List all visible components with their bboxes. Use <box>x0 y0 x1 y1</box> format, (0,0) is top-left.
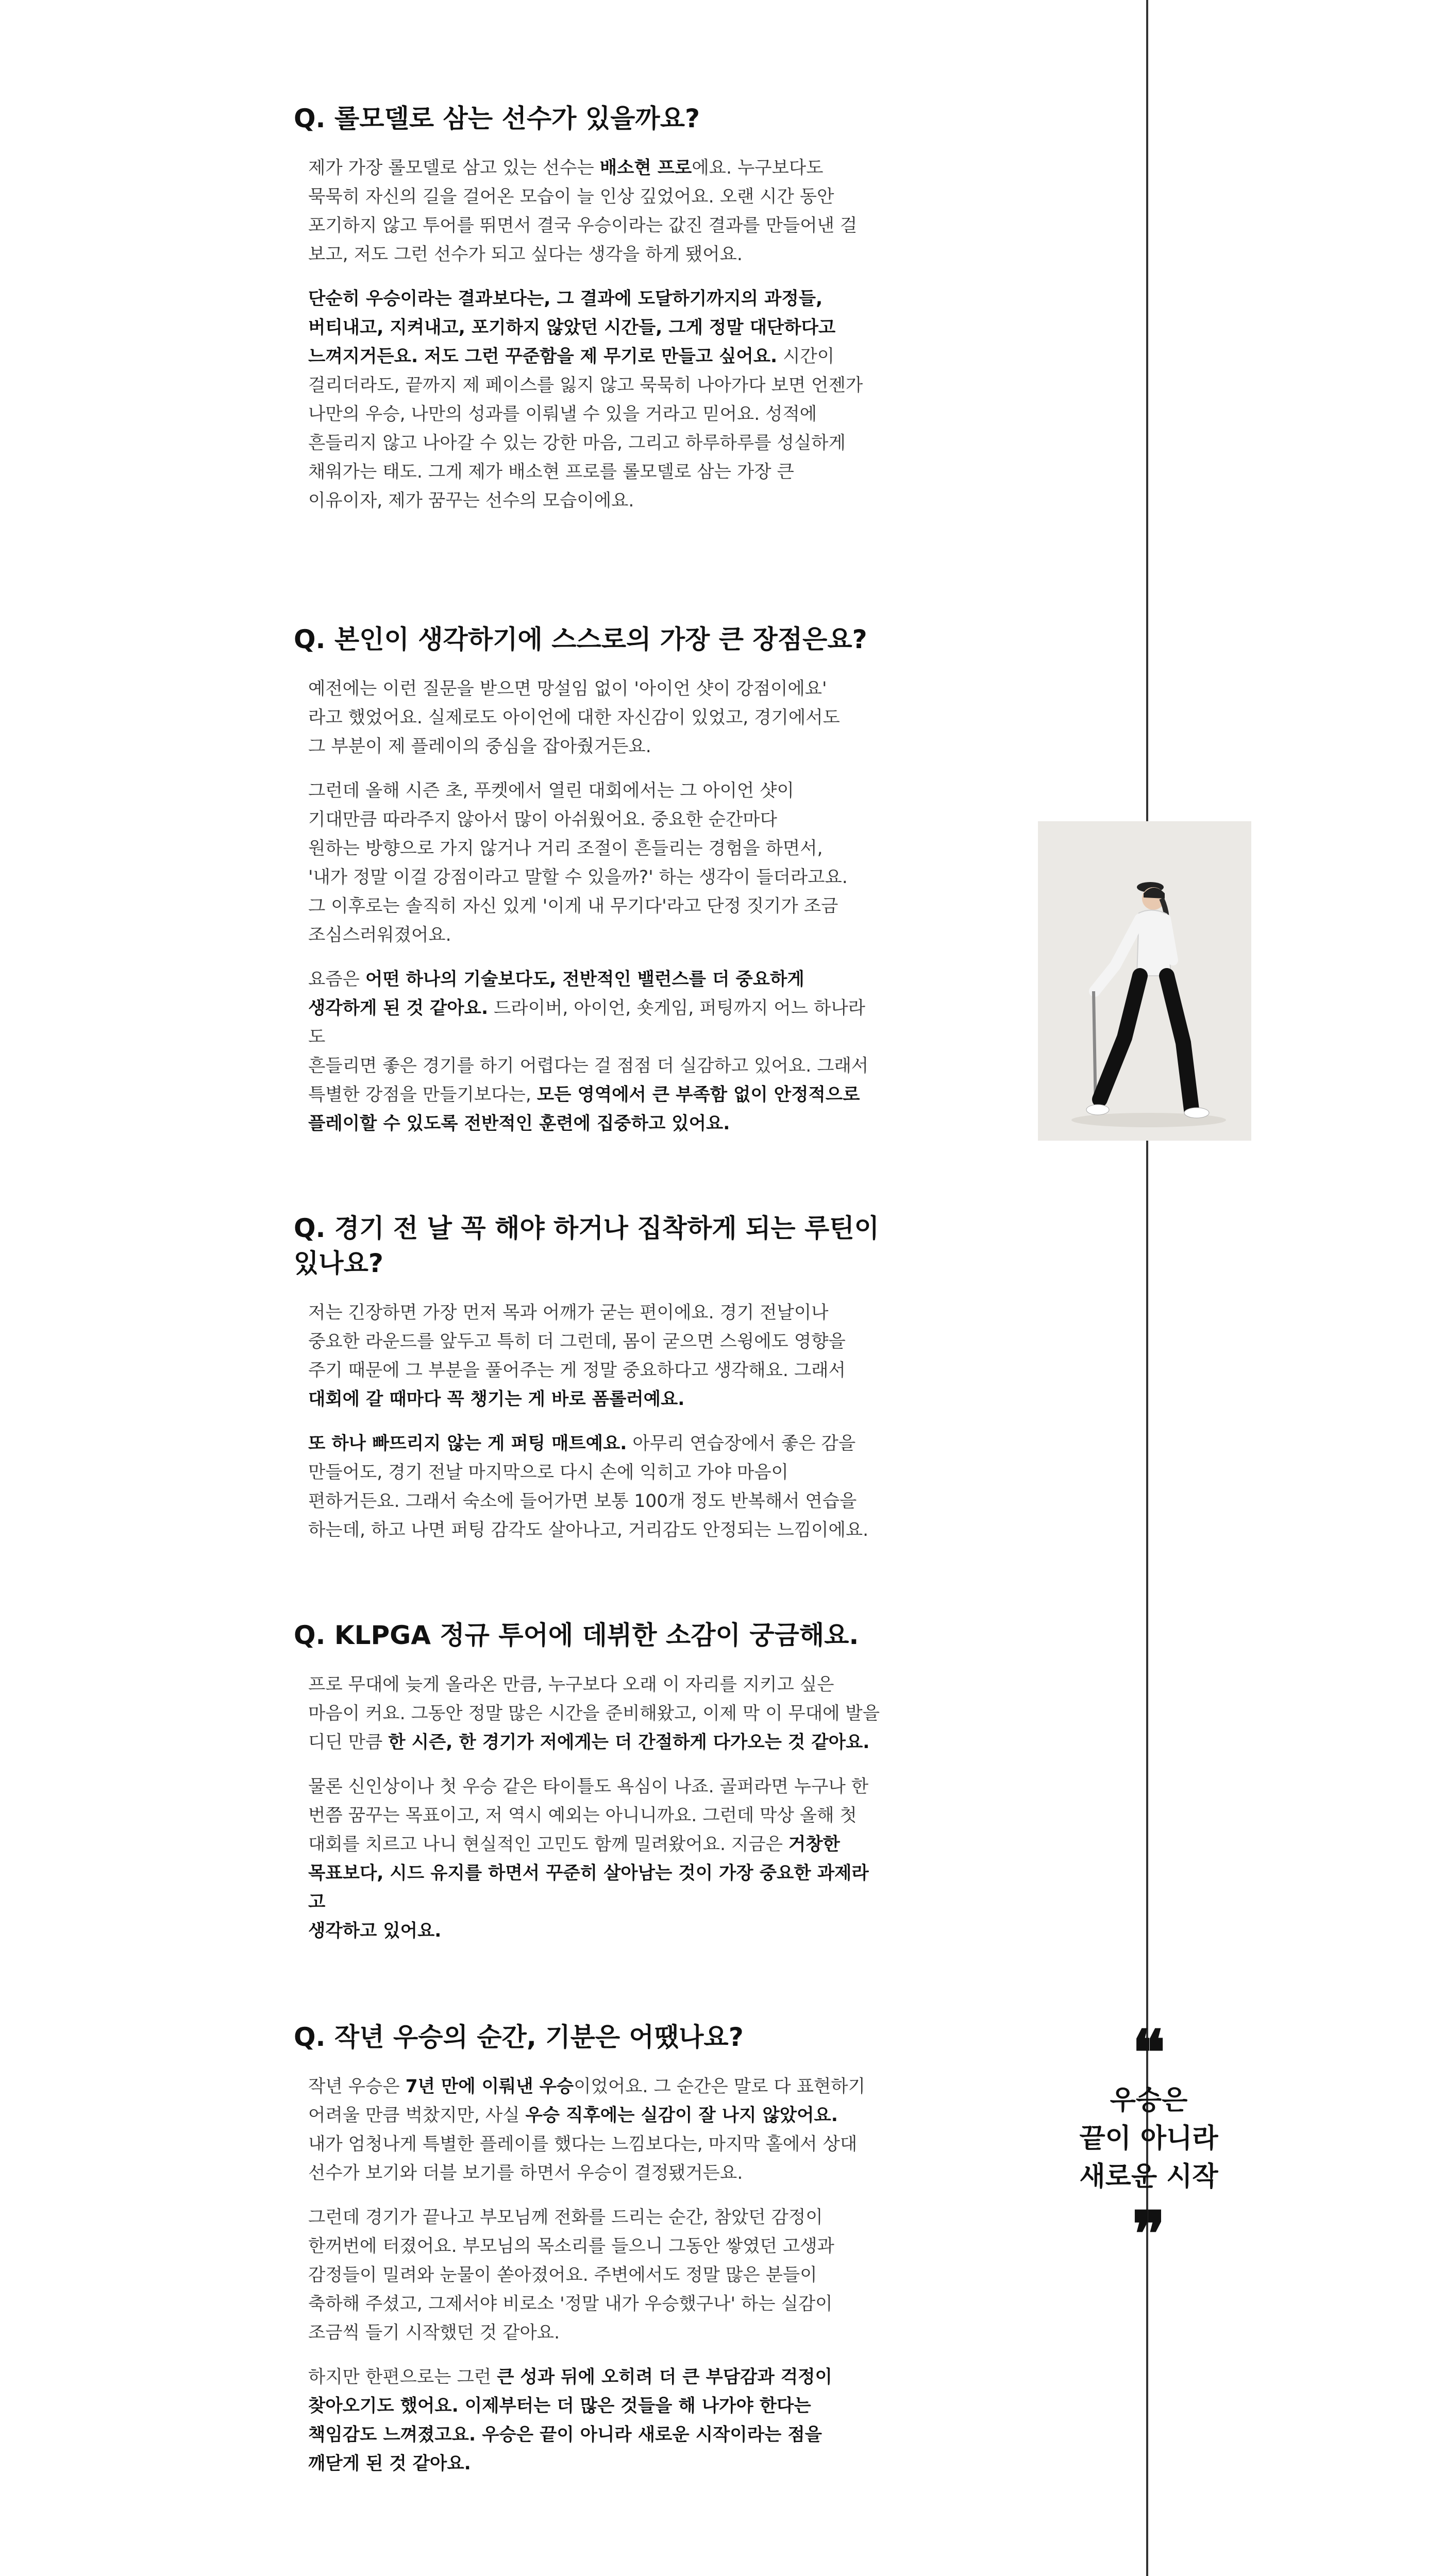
open-quote-icon: ❝ <box>1132 2016 1166 2089</box>
golfer-stretching-photo <box>1038 821 1251 1141</box>
qa-section <box>294 1211 881 1560</box>
answer-paragraph <box>308 2072 881 2188</box>
answer-paragraph <box>308 154 881 269</box>
answer-text: 물론 신인상이나 첫 우승 같은 타이틀도 욕심이 나죠. 골퍼라면 누구나 한 번쯤 꿈꾸는 목표이고, 저 역시 예외는 아니니까요. 그런데 막상 올해 첫 대회를 치르고 나니 현실적인 고민도 함께 밀려왔어요. 지금은 <box>308 1776 869 1855</box>
answer-emphasis: 어떤 하나의 기술보다도, 전반적인 밸런스를 더 중요하게 생각하게 된 것 같아요. <box>308 969 804 1019</box>
answer-emphasis: 우승 직후에는 실감이 잘 나지 않았어요. <box>525 2105 838 2126</box>
answer-paragraph <box>308 1429 881 1545</box>
answer-paragraph <box>308 1670 881 1757</box>
answer-paragraph <box>308 776 881 950</box>
answer-text: 프로 무대에 늦게 올라온 만큼, 누구보다 오래 이 자리를 지키고 싶은 마음이 커요. 그동안 정말 많은 시간을 준비해왔고, 이제 막 이 무대에 발을 디딘 만큼 <box>308 1674 880 1753</box>
answer-text: 그런데 경기가 끝나고 부모님께 전화를 드리는 순간, 참았던 감정이 한꺼번에 터졌어요. 부모님의 목소리를 들으니 그동안 쌓였던 고생과 감정들이 밀려와 눈물이 쏟아졌어요. 주변에서도 정말 많은 분들이 축하해 주셨고, 그제서야 비로소 '정말 내가 우승했구나' 하는 실감이 조금씩 들기 시작했던 것 같아요. <box>308 2207 834 2343</box>
pull-quote <box>1053 2016 1244 2270</box>
answer-emphasis: 모든 영역에서 큰 부족함 없이 안정적으로 플레이할 수 있도록 전반적인 훈련에 집중하고 있어요. <box>308 1084 860 1134</box>
close-quote-icon: ❞ <box>1132 2198 1166 2270</box>
pull-quote-text: 우승은 끝이 아니라 새로운 시작 <box>1079 2085 1218 2192</box>
answer-text: 드라이버, 아이언, 숏게임, 퍼팅까지 어느 하나라도 흔들리면 좋은 경기를 하기 어렵다는 걸 점점 더 실감하고 있어요. 그래서 특별한 강점을 만들기보다는, <box>308 998 869 1105</box>
answer-paragraph <box>308 965 881 1138</box>
answer-emphasis: 배소현 프로 <box>599 158 692 178</box>
answer-text: 이었어요. 그 순간은 말로 다 표현하기 어려울 만큼 벅찼지만, 사실 <box>308 2076 865 2126</box>
answer-text: 제가 가장 롤모델로 삼고 있는 선수는 <box>308 158 600 178</box>
answer-paragraph <box>308 1772 881 1945</box>
answer-text: 요즘은 <box>308 969 365 990</box>
answer-emphasis: 큰 성과 뒤에 오히려 더 큰 부담감과 걱정이 찾아오기도 했어요. 이제부터는 더 많은 것들을 해 나가야 한다는 책임감도 느껴졌고요. 우승은 끝이 아니라 새로운 시작이라는 점을 깨닫게 된 것 같아요. <box>308 2367 832 2474</box>
answer-emphasis: 거창한 목표보다, 시드 유지를 하면서 꾸준히 살아남는 것이 가장 중요한 과제라고 생각하고 있어요. <box>308 1834 869 1941</box>
answer-emphasis: 단순히 우승이라는 결과보다는, 그 결과에 도달하기까지의 과정들, 버티내고, 지켜내고, 포기하지 않았던 시간들, 그게 정말 대단하다고 느껴지거든요. 저도 그런 꾸준함을 제 무기로 만들고 싶어요. <box>308 289 836 367</box>
answer-text: 에요. 누구보다도 묵묵히 자신의 길을 걸어온 모습이 늘 인상 깊었어요. 오랜 시간 동안 포기하지 않고 투어를 뛰면서 결국 우승이라는 값진 결과를 만들어낸 걸 보고, 저도 그런 선수가 되고 싶다는 생각을 하게 됐어요. <box>308 158 858 265</box>
answer-text: 내가 엄청나게 특별한 플레이를 했다는 느낌보다는, 마지막 홀에서 상대 선수가 보기와 더블 보기를 하면서 우승이 결정됐거든요. <box>308 2134 858 2183</box>
answer-paragraph <box>308 284 881 515</box>
answer-emphasis: 또 하나 빠뜨리지 않는 게 퍼팅 매트예요. <box>308 1433 627 1454</box>
question-heading: Q. 롤모델로 삼는 선수가 있을까요? <box>294 104 700 133</box>
answer-text: 그런데 올해 시즌 초, 푸켓에서 열린 대회에서는 그 아이언 샷이 기대만큼 따라주지 않아서 많이 아쉬웠어요. 중요한 순간마다 원하는 방향으로 가지 않거나 거리 조절이 흔들리는 경험을 하면서, '내가 정말 이걸 강점이라고 말할 수 있을까?' 하는 생각이 들더라고요. 그 이후로는 솔직히 자신 있게 '이게 내 무기다'라고 단정 짓기가 조금 조심스러워졌어요. <box>308 781 848 945</box>
answer-emphasis: 한 시즌, 한 경기가 저에게는 더 간절하게 다가오는 것 같아요. <box>388 1732 870 1753</box>
answer-paragraph <box>308 1298 881 1414</box>
qa-section <box>294 622 881 1154</box>
answer-text: 하지만 한편으로는 그런 <box>308 2367 497 2387</box>
answer-paragraph <box>308 2363 881 2478</box>
answer-text: 예전에는 이런 질문을 받으면 망설임 없이 '아이언 샷이 강점이에요' 라고 했었어요. 실제로도 아이언에 대한 자신감이 있었고, 경기에서도 그 부분이 제 플레이의 중심을 잡아줬거든요. <box>308 679 840 757</box>
answer-emphasis: 대회에 갈 때마다 꼭 챙기는 게 바로 폼롤러예요. <box>308 1389 685 1410</box>
answer-text: 저는 긴장하면 가장 먼저 목과 어깨가 굳는 편이에요. 경기 전날이나 중요한 라운드를 앞두고 특히 더 그런데, 몸이 굳으면 스윙에도 영향을 주기 때문에 그 부분을 풀어주는 게 정말 중요하다고 생각해요. 그래서 <box>308 1302 846 1381</box>
qa-section <box>294 2020 881 2494</box>
question-heading: Q. 작년 우승의 순간, 기분은 어땠나요? <box>294 2022 744 2052</box>
answer-text: 시간이 걸리더라도, 끝까지 제 페이스를 잃지 않고 묵묵히 나아가다 보면 언젠가 나만의 우승, 나만의 성과를 이뤄낼 수 있을 거라고 믿어요. 성적에 흔들리지 않고 나아갈 수 있는 강한 마음, 그리고 하루하루를 성실하게 채워가는 태도. 그게 제가 배소현 프로를 롤모델로 삼는 가장 큰 이유이자, 제가 꿈꾸는 선수의 모습이에요. <box>308 346 863 511</box>
answer-emphasis: 7년 만에 이뤄낸 우승 <box>405 2076 574 2097</box>
qa-section <box>294 1618 881 1961</box>
question-heading: Q. 본인이 생각하기에 스스로의 가장 큰 장점은요? <box>294 624 867 654</box>
answer-paragraph <box>308 2203 881 2347</box>
qa-section <box>294 101 881 531</box>
answer-text: 아무리 연습장에서 좋은 감을 만들어도, 경기 전날 마지막으로 다시 손에 익히고 가야 마음이 편하거든요. 그래서 숙소에 들어가면 보통 100개 정도 반복해서 연습을 하는데, 하고 나면 퍼팅 감각도 살아나고, 거리감도 안정되는 느낌이에요. <box>308 1433 869 1540</box>
question-heading: Q. 경기 전 날 꼭 해야 하거나 집착하게 되는 루틴이 있나요? <box>294 1213 879 1278</box>
answer-paragraph <box>308 674 881 761</box>
question-heading: Q. KLPGA 정규 투어에 데뷔한 소감이 궁금해요. <box>294 1620 859 1650</box>
golfer-stretching-illustration <box>1038 821 1251 1141</box>
answer-text: 작년 우승은 <box>308 2076 406 2097</box>
